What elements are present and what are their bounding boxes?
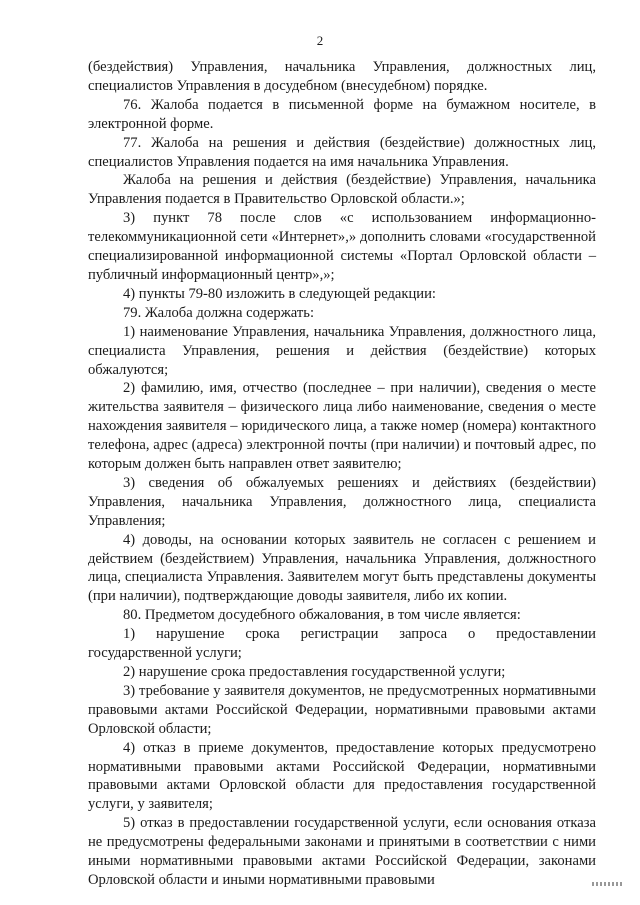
paragraph-77: 77. Жалоба на решения и действия (бездействие) должностных лиц, специалистов Управления подается на имя начальника Управления. (88, 134, 596, 170)
paragraph-77-continued: Жалоба на решения и действия (бездействие) Управления, начальника Управления подается в Правительство Орловской области.»; (88, 172, 596, 208)
paragraph-item-4: 4) пункты 79-80 изложить в следующей редакции: (123, 285, 436, 302)
paragraph-79: 79. Жалоба должна содержать: (123, 304, 314, 321)
paragraph-76: 76. Жалоба подается в письменной форме на бумажном носителе, в электронной форме. (88, 96, 596, 132)
paragraph-80-item-2: 2) нарушение срока предоставления государственной услуги; (123, 664, 506, 680)
page-number: 2 (316, 33, 324, 48)
paragraph-80: 80. Предметом досудебного обжалования, в том числе является: (123, 607, 521, 624)
paragraph-79-item-1: 1) наименование Управления, начальника Управления, должностного лица, специалиста Управления, решения и действия (бездействие) которых обжалуются; (88, 323, 596, 378)
document-body (88, 58, 596, 890)
paragraph-79-item-4: 4) доводы, на основании которых заявитель не согласен с решением и действием (бездействием) Управления, начальника Управления, должностного лица, специалиста Управления. Заявителем могут быть представлены документы (при наличии), подтверждающие доводы заявителя, либо их копии. (88, 531, 596, 605)
paragraph-80-item-4: 4) отказ в приеме документов, предоставление которых предусмотрено нормативными правовыми актами Российской Федерации, нормативными правовыми актами Орловской области для предоставления государственной услуги, у заявителя; (88, 739, 596, 813)
paragraph-80-item-3: 3) требование у заявителя документов, не предусмотренных нормативными правовыми актами Российской Федерации, нормативными правовыми актами Орловской области; (88, 682, 596, 737)
paragraph-79-item-3: 3) сведения об обжалуемых решениях и действиях (бездействии) Управления, начальника Управления, должностного лица, специалиста Управления; (88, 474, 596, 529)
paragraph-continuation: (бездействия) Управления, начальника Управления, должностных лиц, специалистов Управления в досудебном (внесудебном) порядке. (88, 59, 596, 94)
paragraph-79-item-2: 2) фамилию, имя, отчество (последнее – при наличии), сведения о месте жительства заявителя – физического лица либо наименование, сведения о месте нахождения заявителя – юридического лица, а также номер (номера) контактного телефона, адрес (адреса) электронной почты (при наличии) и почтовый адрес, по которым должен быть направлен ответ заявителю; (88, 380, 596, 473)
paragraph-80-item-1: 1) нарушение срока регистрации запроса о предоставлении государственной услуги; (88, 626, 596, 662)
scan-artifact (592, 882, 622, 886)
paragraph-item-3: 3) пункт 78 после слов «с использованием информационно-телекоммуникационной сети «Интернет»,» дополнить словами «государственной специализированной информационной системы «Портал Орловской области – публичный информационный центр»,»; (88, 210, 596, 283)
paragraph-80-item-5: 5) отказ в предоставлении государственной услуги, если основания отказа не предусмотрены федеральными законами и принятыми в соответствии с ними иными нормативными правовыми актами Российской Федерации, законами Орловской области и иными нормативными правовыми (88, 815, 596, 888)
